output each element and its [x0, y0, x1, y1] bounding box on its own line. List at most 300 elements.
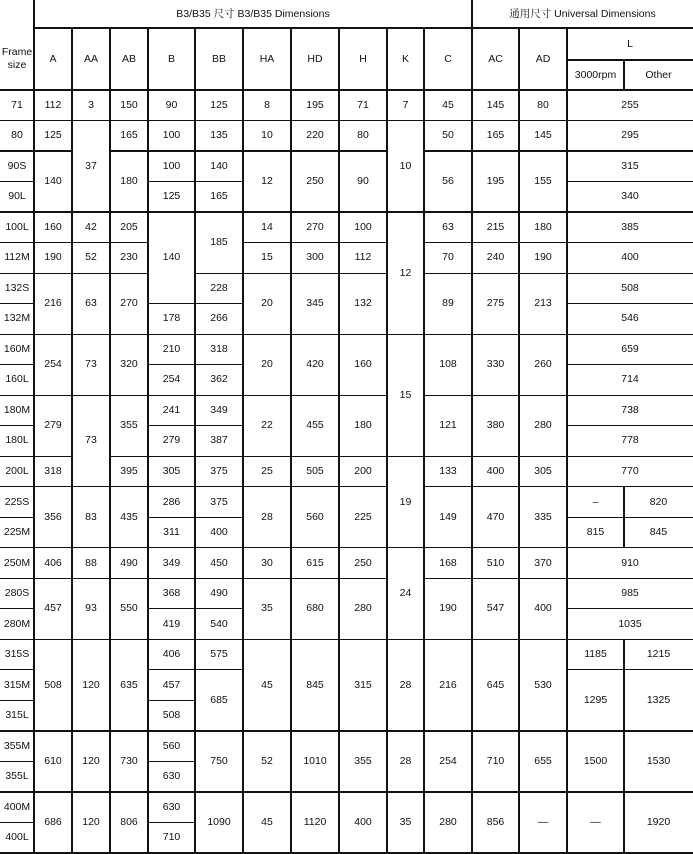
- grid-line: [624, 517, 693, 518]
- cell-ab: 230: [110, 243, 148, 274]
- cell-ac: 275: [472, 273, 519, 334]
- cell-hd: 1010: [291, 731, 339, 792]
- grid-line: [0, 700, 34, 701]
- header-col-AB: AB: [110, 28, 148, 90]
- cell-b: 560: [148, 731, 195, 762]
- grid-line: [110, 334, 148, 335]
- cell-h: 160: [339, 334, 387, 395]
- grid-line: [567, 730, 624, 731]
- grid-line: [519, 334, 567, 335]
- cell-b: 90: [148, 90, 195, 121]
- grid-line: [195, 547, 243, 548]
- cell-c: 121: [424, 395, 472, 456]
- grid-line: [624, 639, 693, 640]
- grid-line: [624, 669, 693, 670]
- cell-h: 400: [339, 792, 387, 853]
- grid-line: [471, 0, 472, 28]
- grid-line: [424, 486, 472, 487]
- cell-ab: 635: [110, 639, 148, 731]
- grid-line: [472, 639, 519, 640]
- grid-line: [110, 456, 148, 457]
- cell-k: 19: [387, 456, 424, 548]
- grid-line: [623, 639, 624, 670]
- grid-line: [623, 670, 624, 731]
- grid-line: [34, 456, 72, 457]
- grid-line: [34, 150, 72, 151]
- cell-ac: 380: [472, 395, 519, 456]
- cell-l: 1035: [567, 609, 693, 640]
- grid-line: [424, 730, 472, 731]
- grid-line: [0, 730, 34, 731]
- cell-c: 190: [424, 578, 472, 639]
- grid-line: [424, 150, 472, 151]
- cell-ad: —: [519, 792, 567, 853]
- grid-line: [0, 89, 693, 90]
- grid-line: [0, 517, 34, 518]
- frame-size-cell: 160L: [0, 365, 34, 396]
- frame-size-cell: 280M: [0, 609, 34, 640]
- grid-line: [0, 608, 34, 609]
- cell-c: 70: [424, 243, 472, 274]
- grid-line: [424, 547, 472, 548]
- cell-ab: 320: [110, 334, 148, 395]
- grid-line: [195, 150, 243, 151]
- cell-l-3000rpm: —: [567, 792, 624, 853]
- grid-line: [243, 395, 291, 396]
- cell-a: 140: [34, 151, 72, 212]
- cell-bb: 540: [195, 609, 243, 640]
- cell-bb: 750: [195, 731, 243, 792]
- cell-k: 7: [387, 90, 424, 121]
- cell-l: 546: [567, 304, 693, 335]
- grid-line: [339, 578, 387, 579]
- cell-ad: 190: [519, 243, 567, 274]
- grid-line: [472, 334, 519, 335]
- grid-line: [110, 730, 148, 731]
- grid-line: [0, 364, 34, 365]
- grid-line: [623, 792, 624, 853]
- cell-h: 100: [339, 212, 387, 243]
- cell-ad: 370: [519, 548, 567, 579]
- grid-line: [567, 120, 693, 121]
- grid-line: [243, 334, 291, 335]
- grid-line: [148, 761, 195, 762]
- grid-line: [339, 456, 387, 457]
- grid-line: [195, 456, 243, 457]
- grid-line: [72, 547, 110, 548]
- grid-line: [0, 120, 34, 121]
- frame-size-cell: 90L: [0, 182, 34, 213]
- grid-line: [148, 395, 195, 396]
- header-L: L: [567, 28, 693, 60]
- grid-line: [243, 791, 291, 792]
- cell-ad: 155: [519, 151, 567, 212]
- cell-b: 349: [148, 548, 195, 579]
- grid-line: [110, 273, 148, 274]
- cell-hd: 270: [291, 212, 339, 243]
- frame-size-cell: 355L: [0, 761, 34, 792]
- cell-hd: 250: [291, 151, 339, 212]
- grid-line: [72, 639, 110, 640]
- cell-a: 216: [34, 273, 72, 334]
- cell-ad: 180: [519, 212, 567, 243]
- grid-line: [339, 334, 387, 335]
- cell-ab: 165: [110, 121, 148, 152]
- grid-line: [339, 547, 387, 548]
- grid-line: [0, 791, 34, 792]
- cell-ha: 10: [243, 121, 291, 152]
- grid-line: [148, 150, 195, 151]
- cell-ac: 400: [472, 456, 519, 487]
- cell-ad: 280: [519, 395, 567, 456]
- grid-line: [243, 242, 291, 243]
- cell-a: 112: [34, 90, 72, 121]
- grid-line: [423, 28, 424, 853]
- cell-l: 385: [567, 212, 693, 243]
- cell-hd: 195: [291, 90, 339, 121]
- grid-line: [424, 395, 472, 396]
- grid-line: [243, 486, 291, 487]
- frame-size-cell: 225S: [0, 487, 34, 518]
- cell-h: 90: [339, 151, 387, 212]
- grid-line: [387, 456, 424, 457]
- frame-size-cell: 250M: [0, 548, 34, 579]
- cell-l-other: 1215: [624, 639, 693, 670]
- grid-line: [0, 334, 34, 335]
- cell-ab: 550: [110, 578, 148, 639]
- cell-ha: 52: [243, 731, 291, 792]
- grid-line: [567, 395, 693, 396]
- cell-ac: 547: [472, 578, 519, 639]
- cell-b: 368: [148, 578, 195, 609]
- cell-l-other: 1920: [624, 792, 693, 853]
- cell-h: 250: [339, 548, 387, 579]
- cell-bb: 125: [195, 90, 243, 121]
- cell-a: 356: [34, 487, 72, 548]
- cell-bb: 375: [195, 487, 243, 518]
- cell-aa: 120: [72, 639, 110, 731]
- grid-line: [567, 59, 693, 60]
- grid-line: [34, 791, 72, 792]
- grid-line: [567, 639, 624, 640]
- cell-b: 178: [148, 304, 195, 335]
- cell-ab: 150: [110, 90, 148, 121]
- grid-line: [0, 669, 34, 670]
- frame-size-cell: 315L: [0, 700, 34, 731]
- grid-line: [148, 303, 195, 304]
- grid-line: [110, 578, 148, 579]
- grid-line: [0, 578, 34, 579]
- cell-l: 778: [567, 426, 693, 457]
- cell-c: 89: [424, 273, 472, 334]
- frame-size-cell: 280S: [0, 578, 34, 609]
- header-col-A: A: [34, 28, 72, 90]
- header-col-H: H: [339, 28, 387, 90]
- grid-line: [148, 364, 195, 365]
- cell-a: 318: [34, 456, 72, 487]
- grid-line: [0, 852, 693, 853]
- grid-line: [243, 578, 291, 579]
- grid-line: [472, 211, 519, 212]
- cell-a: 125: [34, 121, 72, 152]
- cell-b: 279: [148, 426, 195, 457]
- grid-line: [195, 181, 243, 182]
- grid-line: [291, 273, 339, 274]
- grid-line: [0, 273, 34, 274]
- grid-line: [339, 273, 387, 274]
- cell-bb: 228: [195, 273, 243, 304]
- cell-l: 910: [567, 548, 693, 579]
- cell-l-other: 845: [624, 517, 693, 548]
- cell-c: 254: [424, 731, 472, 792]
- grid-line: [195, 120, 243, 121]
- cell-ac: 510: [472, 548, 519, 579]
- grid-line: [519, 395, 567, 396]
- cell-l: 770: [567, 456, 693, 487]
- grid-line: [472, 242, 519, 243]
- grid-line: [109, 28, 110, 853]
- grid-line: [148, 608, 195, 609]
- grid-line: [72, 578, 110, 579]
- grid-line: [195, 791, 243, 792]
- grid-line: [424, 242, 472, 243]
- cell-bb: 400: [195, 517, 243, 548]
- grid-line: [291, 547, 339, 548]
- cell-c: 149: [424, 487, 472, 548]
- grid-line: [472, 273, 519, 274]
- grid-line: [148, 669, 195, 670]
- cell-ad: 530: [519, 639, 567, 731]
- grid-line: [567, 791, 624, 792]
- cell-aa: 83: [72, 487, 110, 548]
- cell-l-3000rpm: 815: [567, 517, 624, 548]
- grid-line: [195, 334, 243, 335]
- grid-line: [624, 547, 693, 548]
- grid-line: [567, 425, 693, 426]
- grid-line: [148, 211, 195, 212]
- grid-line: [339, 150, 387, 151]
- grid-line: [519, 456, 567, 457]
- cell-l: 340: [567, 182, 693, 213]
- cell-ac: 645: [472, 639, 519, 731]
- cell-h: 180: [339, 395, 387, 456]
- cell-ac: 195: [472, 151, 519, 212]
- cell-bb: 375: [195, 456, 243, 487]
- header-group-universal-dimensions: 通用尺寸 Universal Dimensions: [472, 0, 693, 28]
- grid-line: [624, 730, 693, 731]
- frame-size-cell: 90S: [0, 151, 34, 182]
- cell-a: 279: [34, 395, 72, 456]
- cell-c: 56: [424, 151, 472, 212]
- cell-aa: 63: [72, 273, 110, 334]
- grid-line: [148, 120, 195, 121]
- grid-line: [472, 456, 519, 457]
- cell-h: 71: [339, 90, 387, 121]
- grid-line: [290, 28, 291, 853]
- cell-ha: 22: [243, 395, 291, 456]
- grid-line: [472, 730, 519, 731]
- cell-l-3000rpm: –: [567, 487, 624, 518]
- cell-ha: 35: [243, 578, 291, 639]
- cell-k: 35: [387, 792, 424, 853]
- grid-line: [72, 730, 110, 731]
- grid-line: [519, 639, 567, 640]
- cell-hd: 680: [291, 578, 339, 639]
- cell-aa: 3: [72, 90, 110, 121]
- cell-hd: 300: [291, 243, 339, 274]
- grid-line: [472, 791, 519, 792]
- grid-line: [424, 639, 472, 640]
- cell-a: 686: [34, 792, 72, 853]
- cell-b: 630: [148, 792, 195, 823]
- grid-line: [519, 150, 567, 151]
- cell-b: 100: [148, 121, 195, 152]
- grid-line: [291, 639, 339, 640]
- grid-line: [424, 211, 472, 212]
- grid-line: [195, 364, 243, 365]
- cell-ad: 655: [519, 731, 567, 792]
- grid-line: [148, 517, 195, 518]
- cell-aa: 93: [72, 578, 110, 639]
- grid-line: [387, 730, 424, 731]
- grid-line: [34, 639, 72, 640]
- cell-ha: 20: [243, 273, 291, 334]
- grid-line: [567, 547, 624, 548]
- grid-line: [72, 334, 110, 335]
- grid-line: [424, 456, 472, 457]
- grid-line: [243, 730, 291, 731]
- grid-line: [0, 425, 34, 426]
- cell-l: 295: [567, 121, 693, 152]
- grid-line: [243, 120, 291, 121]
- cell-h: 132: [339, 273, 387, 334]
- header-col-HD: HD: [291, 28, 339, 90]
- grid-line: [110, 150, 148, 151]
- grid-line: [148, 456, 195, 457]
- cell-h: 112: [339, 243, 387, 274]
- cell-bb: 318: [195, 334, 243, 365]
- cell-l-3000rpm: 1295: [567, 670, 624, 731]
- grid-line: [242, 28, 243, 853]
- grid-line: [72, 273, 110, 274]
- grid-line: [291, 395, 339, 396]
- grid-line: [567, 364, 693, 365]
- cell-l: 714: [567, 365, 693, 396]
- grid-line: [424, 578, 472, 579]
- grid-line: [72, 211, 110, 212]
- grid-line: [567, 334, 693, 335]
- cell-bb: 685: [195, 670, 243, 731]
- grid-line: [291, 211, 339, 212]
- grid-line: [148, 181, 195, 182]
- cell-bb: 1090: [195, 792, 243, 853]
- cell-bb: 165: [195, 182, 243, 213]
- grid-line: [519, 486, 567, 487]
- grid-line: [291, 120, 339, 121]
- cell-ab: 355: [110, 395, 148, 456]
- grid-line: [291, 791, 339, 792]
- cell-ha: 45: [243, 639, 291, 731]
- grid-line: [0, 211, 34, 212]
- grid-line: [472, 150, 519, 151]
- cell-ab: 205: [110, 212, 148, 243]
- grid-line: [387, 791, 424, 792]
- grid-line: [195, 517, 243, 518]
- grid-line: [424, 273, 472, 274]
- header-L-other: Other: [624, 60, 693, 90]
- grid-line: [519, 120, 567, 121]
- cell-a: 457: [34, 578, 72, 639]
- header-col-AC: AC: [472, 28, 519, 90]
- frame-size-cell: 100L: [0, 212, 34, 243]
- grid-line: [243, 211, 291, 212]
- cell-b: 100: [148, 151, 195, 182]
- grid-line: [110, 395, 148, 396]
- cell-ad: 400: [519, 578, 567, 639]
- grid-line: [0, 822, 34, 823]
- grid-line: [194, 28, 195, 853]
- grid-line: [110, 211, 148, 212]
- frame-size-cell: 315S: [0, 639, 34, 670]
- frame-size-cell: 180M: [0, 395, 34, 426]
- grid-line: [518, 28, 519, 853]
- grid-line: [148, 730, 195, 731]
- frame-size-cell: 132S: [0, 273, 34, 304]
- cell-a: 160: [34, 212, 72, 243]
- grid-line: [519, 273, 567, 274]
- grid-line: [567, 211, 693, 212]
- header-group-b3-dimensions: B3/B35 尺寸 B3/B35 Dimensions: [34, 0, 472, 28]
- cell-c: 108: [424, 334, 472, 395]
- grid-line: [566, 28, 567, 853]
- cell-hd: 420: [291, 334, 339, 395]
- cell-b: 406: [148, 639, 195, 670]
- grid-line: [567, 608, 693, 609]
- grid-line: [195, 608, 243, 609]
- cell-l-other: 820: [624, 487, 693, 518]
- grid-line: [34, 334, 72, 335]
- grid-line: [339, 791, 387, 792]
- cell-b: 457: [148, 670, 195, 701]
- grid-line: [0, 639, 34, 640]
- cell-ha: 8: [243, 90, 291, 121]
- grid-line: [34, 27, 693, 28]
- grid-line: [34, 211, 72, 212]
- cell-ha: 30: [243, 548, 291, 579]
- cell-c: 50: [424, 121, 472, 152]
- cell-c: 168: [424, 548, 472, 579]
- grid-line: [243, 273, 291, 274]
- grid-line: [472, 120, 519, 121]
- cell-ab: 435: [110, 487, 148, 548]
- frame-size-cell: 200L: [0, 456, 34, 487]
- cell-b: 241: [148, 395, 195, 426]
- header-col-BB: BB: [195, 28, 243, 90]
- grid-line: [0, 486, 34, 487]
- frame-size-cell: 160M: [0, 334, 34, 365]
- grid-line: [424, 791, 472, 792]
- cell-aa: 120: [72, 792, 110, 853]
- grid-line: [623, 517, 624, 548]
- grid-line: [472, 486, 519, 487]
- cell-b: 140: [148, 212, 195, 304]
- grid-line: [195, 486, 243, 487]
- grid-line: [148, 639, 195, 640]
- cell-ha: 45: [243, 792, 291, 853]
- grid-line: [291, 486, 339, 487]
- grid-line: [387, 334, 424, 335]
- grid-line: [567, 242, 693, 243]
